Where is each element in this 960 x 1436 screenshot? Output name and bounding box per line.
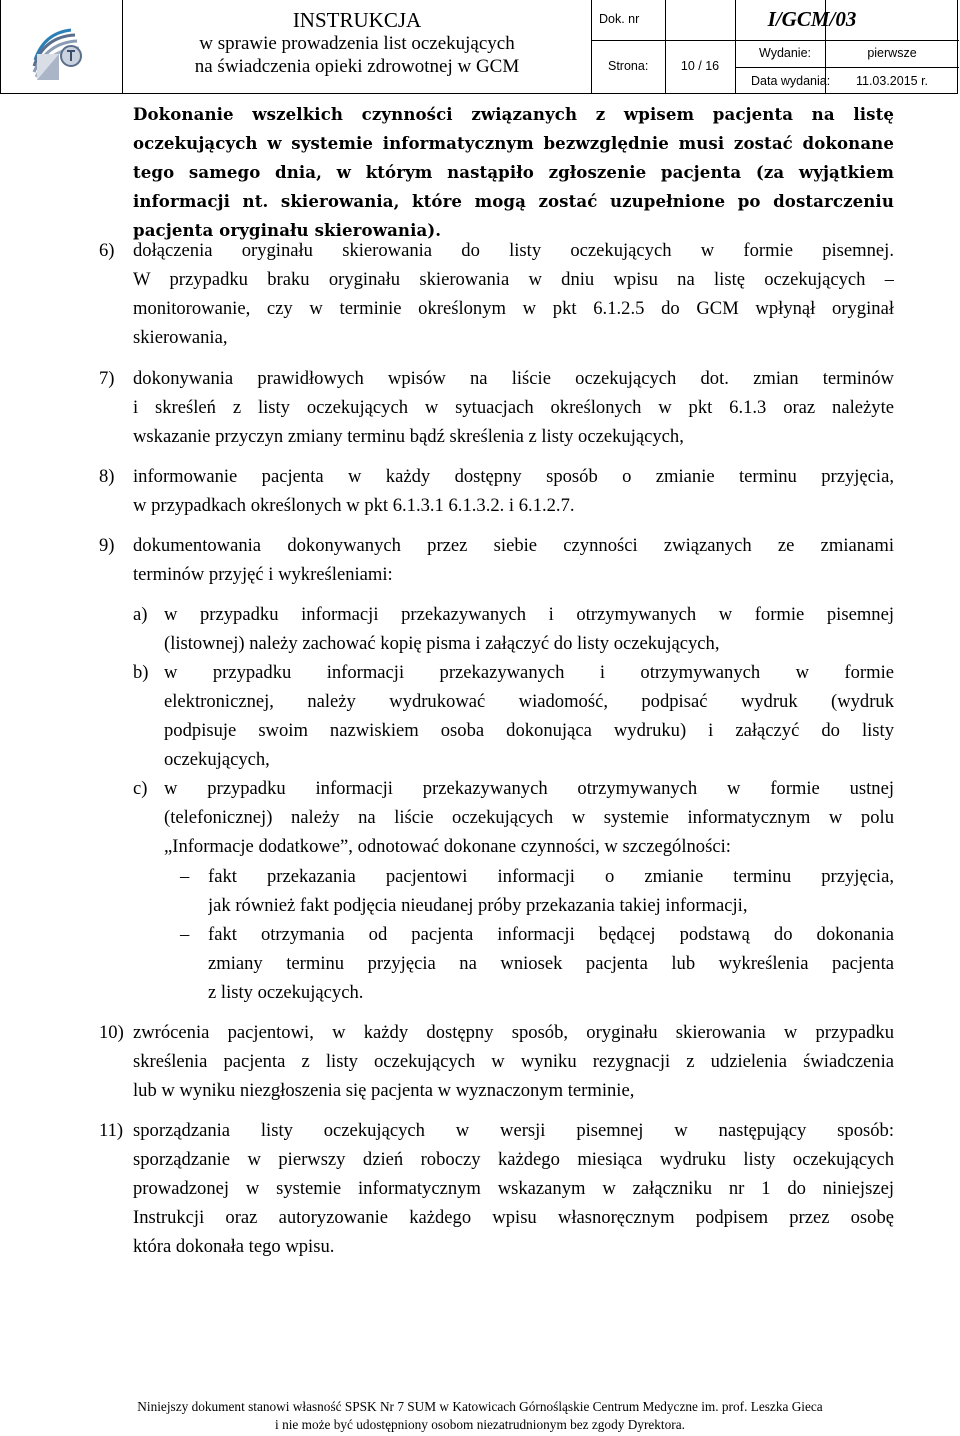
sub-item-line: podpisuje swoim nazwiskiem osoba dokonująca wydruku) i załączyć do listy <box>164 720 894 741</box>
edition-label: Wydanie: <box>759 46 811 60</box>
item-line: sporządzanie w pierwszy dzień roboczy każdego miesiąca wydruku listy oczekujących <box>133 1149 894 1170</box>
item-line: terminów przyjęć i wykreśleniami: <box>133 564 393 585</box>
dash-item-2-text <box>208 920 894 1007</box>
item-line: dokumentowania dokonywanych przez siebie czynności związanych ze zmianami <box>133 535 894 556</box>
date-label: Data wydania: <box>751 74 831 88</box>
sub-item-a-letter: a) <box>133 604 148 625</box>
sub-item-c-letter: c) <box>133 778 148 799</box>
ownership-footer <box>0 1398 960 1434</box>
page-label: Strona: <box>608 59 649 73</box>
item-line: Instrukcji oraz autoryzowanie każdego wpisu własnoręcznym podpisem przez osobę <box>133 1207 894 1228</box>
sub-item-c-text <box>164 774 894 861</box>
item-line: dokonywania prawidłowych wpisów na liście oczekujących dot. zmian terminów <box>133 368 894 389</box>
intro-line: oczekujących w systemie informatycznym bezwzględnie musi zostać dokonane <box>133 133 894 153</box>
title-line-2: w sprawie prowadzenia list oczekujących <box>199 33 515 54</box>
date-value: 11.03.2015 r. <box>855 74 929 88</box>
sub-item-line: w przypadku informacji przekazywanych i otrzymywanych w formie pisemnej <box>164 604 894 625</box>
document-header <box>0 0 958 94</box>
item-8-number: 8) <box>99 466 115 487</box>
intro-line: pacjenta oryginału skierowania). <box>133 220 442 240</box>
dash-item-line: fakt przekazania pacjentowi informacji o zmianie terminu przyjęcia, <box>208 866 894 887</box>
dash-item-line: jak również fakt podjęcia nieudanej próby przekazania takiej informacji, <box>208 895 748 916</box>
item-8-text <box>133 462 894 520</box>
sub-item-line: w przypadku informacji przekazywanych i otrzymywanych w formie <box>164 662 894 683</box>
sub-item-b-text <box>164 658 894 774</box>
item-line: skreślenia pacjenta z listy oczekujących w wyniku rezygnacji z udzielenia świadczenia <box>133 1051 894 1072</box>
item-line: wskazanie przyczyn zmiany terminu bądź skreślenia z listy oczekujących, <box>133 426 684 447</box>
item-9-text <box>133 531 894 589</box>
instruction-title <box>123 0 591 93</box>
page-value: 10 / 16 <box>680 59 720 73</box>
sub-item-line: (telefonicznej) należy na liście oczekujących w systemie informatycznym w polu <box>164 807 894 828</box>
sub-item-line: „Informacje dodatkowe”, odnotować dokonane czynności, w szczególności: <box>164 836 731 857</box>
dash-item-2-marker: – <box>180 924 190 945</box>
intro-paragraph <box>133 100 894 245</box>
doc-no-value: I/GCM/03 <box>767 7 857 31</box>
item-10-text <box>133 1018 894 1105</box>
sub-item-a-text <box>164 600 894 658</box>
sub-item-line: w przypadku informacji przekazywanych otrzymywanych w formie ustnej <box>164 778 894 799</box>
item-10-number: 10) <box>99 1022 124 1043</box>
item-11-number: 11) <box>99 1120 124 1141</box>
item-line: W przypadku braku oryginału skierowania w dniu wpisu na listę oczekujących – <box>133 269 894 290</box>
item-line: dołączenia oryginału skierowania do listy oczekujących w formie pisemnej. <box>133 240 894 261</box>
item-line: skierowania, <box>133 327 228 348</box>
item-line: sporządzania listy oczekujących w wersji pisemnej w następujący sposób: <box>133 1120 894 1141</box>
institution-logo <box>1 0 123 93</box>
item-line: prowadzonej w systemie informatycznym wskazanym w załączniku nr 1 do niniejszej <box>133 1178 894 1199</box>
item-9-number: 9) <box>99 535 115 556</box>
sub-item-line: oczekujących, <box>164 749 270 770</box>
sub-item-line: elektronicznej, należy wydrukować wiadomość, podpisać wydruk (wydruk <box>164 691 894 712</box>
sub-item-b-letter: b) <box>133 662 149 683</box>
item-6-number: 6) <box>99 240 115 261</box>
sub-item-line: (listownej) należy zachować kopię pisma i załączyć do listy oczekujących, <box>164 633 720 654</box>
item-line: informowanie pacjenta w każdy dostępny sposób o zmianie terminu przyjęcia, <box>133 466 894 487</box>
doc-no-label: Dok. nr <box>599 12 640 26</box>
title-line-3: na świadczenia opieki zdrowotnej w GCM <box>194 56 520 77</box>
item-line: i skreśleń z listy oczekujących w sytuacjach określonych w pkt 6.1.3 oraz należyte <box>133 397 894 418</box>
item-line: zwrócenia pacjentowi, w każdy dostępny sposób, oryginału skierowania w przypadku <box>133 1022 894 1043</box>
gcm-logo-icon <box>1 0 123 93</box>
edition-value: pierwsze <box>867 46 917 60</box>
item-line: lub w wyniku niezgłoszenia się pacjenta w wyznaczonym terminie, <box>133 1080 635 1101</box>
item-line: monitorowanie, czy w terminie określonym w pkt 6.1.2.5 do GCM wpłynął oryginał <box>133 298 894 319</box>
dash-item-1-marker: – <box>180 866 190 887</box>
intro-line: Dokonanie wszelkich czynności związanych z wpisem pacjenta na listę <box>133 104 894 124</box>
intro-line: tego samego dnia, w którym nastąpiło zgłoszenie pacjenta (za wyjątkiem <box>133 162 894 182</box>
item-7-text <box>133 364 894 451</box>
item-line: która dokonała tego wpisu. <box>133 1236 335 1257</box>
footer-line-2: i nie może być udostępniony osobom niezatrudnionym bez zgody Dyrektora. <box>275 1417 685 1432</box>
item-11-text <box>133 1116 894 1261</box>
item-6-text <box>133 236 894 352</box>
item-line: w przypadkach określonych w pkt 6.1.3.1 6.1.3.2. i 6.1.2.7. <box>133 495 575 516</box>
title-main: INSTRUKCJA <box>292 8 422 32</box>
intro-line: informacji nt. skierowania, które mogą zostać uzupełnione po dostarczeniu <box>133 191 894 211</box>
dash-item-line: z listy oczekujących. <box>208 982 364 1003</box>
item-7-number: 7) <box>99 368 115 389</box>
footer-line-1: Niniejszy dokument stanowi własność SPSK Nr 7 SUM w Katowicach Górnośląskie Centrum Medyczne im. prof. Leszka Gieca <box>137 1399 823 1414</box>
dash-item-line: zmiany terminu przyjęcia na wniosek pacjenta lub wykreślenia pacjenta <box>208 953 894 974</box>
dash-item-line: fakt otrzymania od pacjenta informacji będącej podstawą do dokonania <box>208 924 894 945</box>
dash-item-1-text <box>208 862 894 920</box>
